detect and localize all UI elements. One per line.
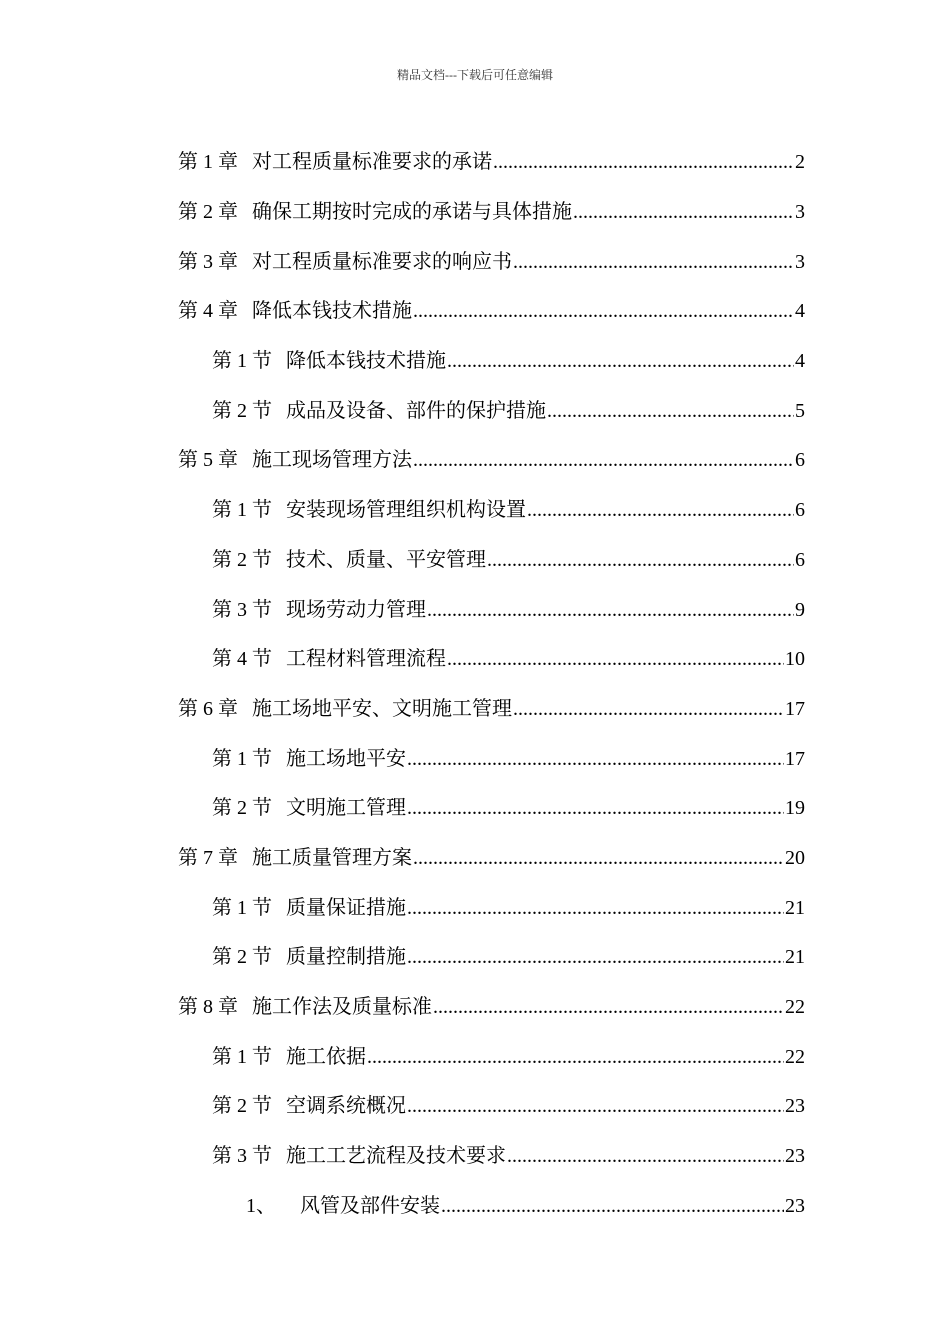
toc-leader-dots bbox=[413, 300, 794, 323]
toc-entry-title: 施工作法及质量标准 bbox=[252, 996, 432, 1019]
toc-entry-title: 施工质量管理方案 bbox=[252, 846, 412, 869]
toc-entry-title: 风管及部件安装 bbox=[300, 1194, 440, 1217]
toc-leader-dots bbox=[493, 151, 794, 174]
toc-entry-number: 第 3 章 bbox=[178, 250, 238, 273]
toc-leader-dots bbox=[573, 201, 794, 224]
toc-leader-dots bbox=[487, 549, 794, 572]
toc-entry-page: 5 bbox=[795, 399, 805, 422]
toc-entry-number: 第 2 节 bbox=[212, 946, 272, 969]
toc-leader-dots bbox=[407, 748, 784, 771]
toc-entry-page: 17 bbox=[785, 697, 805, 720]
toc-entry-page: 17 bbox=[785, 747, 805, 770]
toc-leader-dots bbox=[513, 251, 794, 274]
toc-entry-page: 21 bbox=[785, 946, 805, 969]
toc-entry-title: 质量控制措施 bbox=[286, 946, 406, 969]
toc-entry[interactable] bbox=[0, 1029, 950, 1079]
toc-entry-title: 成品及设备、部件的保护措施 bbox=[286, 399, 546, 422]
toc-entry[interactable] bbox=[0, 533, 950, 583]
toc-entry-number: 第 4 章 bbox=[178, 300, 238, 323]
toc-entry[interactable] bbox=[0, 632, 950, 682]
toc-entry-page: 4 bbox=[795, 300, 805, 323]
toc-entry-number: 第 1 节 bbox=[212, 896, 272, 919]
toc-entry-title: 施工工艺流程及技术要求 bbox=[286, 1145, 506, 1168]
toc-entry[interactable] bbox=[0, 234, 950, 284]
toc-leader-dots bbox=[367, 1046, 784, 1069]
toc-entry[interactable] bbox=[0, 1129, 950, 1179]
toc-entry-number: 第 1 章 bbox=[178, 151, 238, 174]
toc-entry-number: 第 2 章 bbox=[178, 201, 238, 224]
toc-entry-page: 2 bbox=[795, 151, 805, 174]
toc-entry[interactable] bbox=[0, 731, 950, 781]
toc-entry-page: 23 bbox=[785, 1095, 805, 1118]
table-of-contents bbox=[0, 135, 950, 1228]
toc-entry[interactable] bbox=[0, 1178, 950, 1228]
toc-entry[interactable] bbox=[0, 781, 950, 831]
toc-entry[interactable] bbox=[0, 980, 950, 1030]
toc-entry[interactable] bbox=[0, 135, 950, 185]
toc-entry-title: 降低本钱技术措施 bbox=[252, 300, 412, 323]
toc-entry[interactable] bbox=[0, 483, 950, 533]
toc-entry[interactable] bbox=[0, 582, 950, 632]
toc-leader-dots bbox=[413, 847, 784, 870]
toc-entry-page: 6 bbox=[795, 449, 805, 472]
toc-entry-number: 第 8 章 bbox=[178, 996, 238, 1019]
toc-entry[interactable] bbox=[0, 682, 950, 732]
toc-entry-page: 6 bbox=[795, 499, 805, 522]
toc-entry-number: 第 1 节 bbox=[212, 499, 272, 522]
toc-entry-page: 21 bbox=[785, 896, 805, 919]
toc-entry-number: 第 5 章 bbox=[178, 449, 238, 472]
toc-entry-page: 10 bbox=[785, 648, 805, 671]
toc-entry-page: 4 bbox=[795, 350, 805, 373]
toc-entry-number: 第 4 节 bbox=[212, 648, 272, 671]
toc-entry-title: 施工场地平安 bbox=[286, 747, 406, 770]
toc-entry-number: 1、 bbox=[246, 1194, 276, 1217]
toc-leader-dots bbox=[407, 946, 784, 969]
toc-entry-number: 第 1 节 bbox=[212, 1045, 272, 1068]
toc-leader-dots bbox=[407, 897, 784, 920]
toc-entry-page: 6 bbox=[795, 548, 805, 571]
toc-entry-number: 第 2 节 bbox=[212, 797, 272, 820]
toc-entry-title: 确保工期按时完成的承诺与具体措施 bbox=[252, 201, 572, 224]
toc-leader-dots bbox=[407, 797, 784, 820]
toc-leader-dots bbox=[407, 1095, 784, 1118]
toc-leader-dots bbox=[527, 499, 794, 522]
page-header: 精品文档---下载后可任意编辑 bbox=[397, 68, 553, 82]
toc-entry-title: 施工依据 bbox=[286, 1045, 366, 1068]
toc-entry-page: 20 bbox=[785, 846, 805, 869]
toc-leader-dots bbox=[427, 599, 794, 622]
toc-leader-dots bbox=[441, 1195, 784, 1218]
toc-leader-dots bbox=[447, 350, 794, 373]
toc-entry-title: 降低本钱技术措施 bbox=[286, 350, 446, 373]
toc-entry-number: 第 1 节 bbox=[212, 747, 272, 770]
toc-entry-number: 第 3 节 bbox=[212, 598, 272, 621]
toc-entry-page: 9 bbox=[795, 598, 805, 621]
toc-entry-page: 19 bbox=[785, 797, 805, 820]
toc-entry-title: 工程材料管理流程 bbox=[286, 648, 446, 671]
toc-entry-page: 23 bbox=[785, 1145, 805, 1168]
toc-entry-number: 第 1 节 bbox=[212, 350, 272, 373]
toc-entry-page: 22 bbox=[785, 1045, 805, 1068]
toc-entry-number: 第 7 章 bbox=[178, 846, 238, 869]
toc-entry[interactable] bbox=[0, 880, 950, 930]
toc-leader-dots bbox=[447, 648, 784, 671]
toc-leader-dots bbox=[433, 996, 784, 1019]
toc-entry-number: 第 3 节 bbox=[212, 1145, 272, 1168]
toc-entry-title: 空调系统概况 bbox=[286, 1095, 406, 1118]
toc-entry-page: 23 bbox=[785, 1194, 805, 1217]
toc-entry-number: 第 2 节 bbox=[212, 399, 272, 422]
toc-entry-title: 安装现场管理组织机构设置 bbox=[286, 499, 526, 522]
toc-entry-page: 3 bbox=[795, 201, 805, 224]
toc-entry-title: 施工现场管理方法 bbox=[252, 449, 412, 472]
toc-entry[interactable] bbox=[0, 383, 950, 433]
toc-entry-number: 第 2 节 bbox=[212, 548, 272, 571]
toc-entry-title: 技术、质量、平安管理 bbox=[286, 548, 486, 571]
toc-entry[interactable] bbox=[0, 284, 950, 334]
toc-entry-title: 施工场地平安、文明施工管理 bbox=[252, 697, 512, 720]
toc-entry-number: 第 2 节 bbox=[212, 1095, 272, 1118]
toc-leader-dots bbox=[507, 1145, 784, 1168]
toc-leader-dots bbox=[513, 698, 784, 721]
toc-entry[interactable] bbox=[0, 433, 950, 483]
toc-entry-title: 文明施工管理 bbox=[286, 797, 406, 820]
toc-entry[interactable] bbox=[0, 334, 950, 384]
toc-entry[interactable] bbox=[0, 930, 950, 980]
toc-leader-dots bbox=[547, 400, 794, 423]
toc-leader-dots bbox=[413, 449, 794, 472]
toc-entry-title: 现场劳动力管理 bbox=[286, 598, 426, 621]
toc-entry[interactable] bbox=[0, 1079, 950, 1129]
toc-entry[interactable] bbox=[0, 831, 950, 881]
toc-entry-page: 22 bbox=[785, 996, 805, 1019]
toc-entry-page: 3 bbox=[795, 250, 805, 273]
toc-entry-title: 质量保证措施 bbox=[286, 896, 406, 919]
toc-entry-title: 对工程质量标准要求的承诺 bbox=[252, 151, 492, 174]
toc-entry-title: 对工程质量标准要求的响应书 bbox=[252, 250, 512, 273]
toc-entry[interactable] bbox=[0, 185, 950, 235]
toc-entry-number: 第 6 章 bbox=[178, 697, 238, 720]
